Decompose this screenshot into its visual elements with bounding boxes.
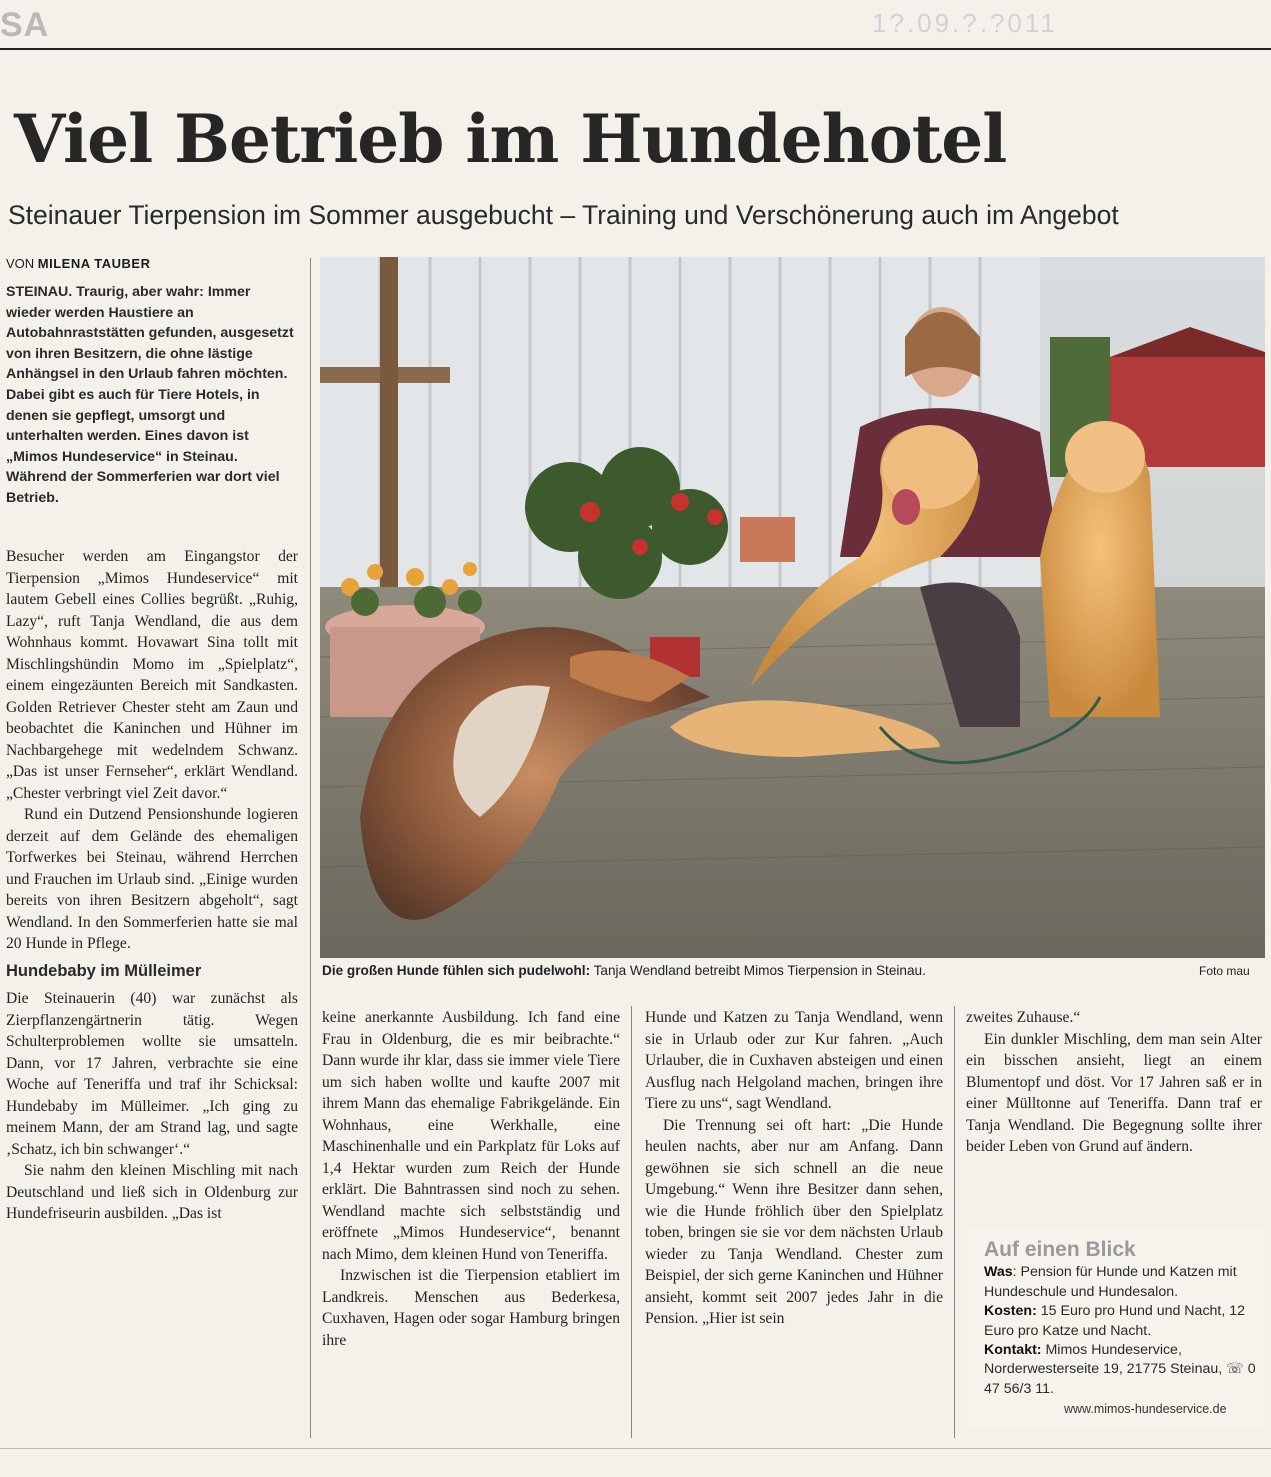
column-3 (645, 1007, 943, 1330)
column-divider (310, 258, 311, 1438)
paragraph: Hunde und Katzen zu Tanja Wendland, wenn sie in Urlaub oder zur Kur fahren. „Auch Urlauber, die in Cuxhaven absteigen und einen Ausflug nach Helgoland machen, bringen ihre Tiere zu uns“, sagt Wendland. (645, 1009, 943, 1112)
paragraph: Sie nahm den kleinen Mischling mit nach Deutschland und ließ sich in Oldenburg zur Hundefriseurin ausbilden. „Das ist (6, 1162, 298, 1222)
article-photo (320, 257, 1265, 958)
section-label: SA (0, 6, 50, 44)
bottom-rule (0, 1448, 1271, 1449)
info-was-text: : Pension für Hunde und Katzen mit Hundeschule und Hundesalon. (984, 1264, 1237, 1300)
info-was (984, 1263, 1260, 1302)
photo-caption (322, 963, 1262, 978)
photo-illustration (320, 257, 1265, 958)
info-box (962, 1230, 1264, 1426)
website-link[interactable]: www.mimos-hundeservice.de (1064, 1402, 1227, 1416)
top-rule (0, 48, 1271, 50)
info-kosten-text: 15 Euro pro Hund und Nacht, 12 Euro pro Katze und Nacht. (984, 1303, 1246, 1339)
caption-lead: Die großen Hunde fühlen sich pudelwohl: (322, 963, 591, 978)
byline-prefix: VON (6, 256, 35, 271)
info-kontakt-label: Kontakt: (984, 1342, 1042, 1359)
info-was-label: Was (984, 1264, 1013, 1281)
paragraph: Rund ein Dutzend Pensionshunde logieren derzeit auf dem Gelände des ehemaligen Torfwerkes bei Steinau, während Herrchen und Frauchen im Urlaub sind. „Einige wurden bereits von ihren Besitzern abgeholt“, sagt Wendland. In den Sommerferien hatte sie mal 20 Hunde in Pflege. (6, 806, 298, 952)
paragraph: zweites Zuhause.“ (966, 1009, 1081, 1026)
subheading: Hundebaby im Mülleimer (6, 961, 202, 980)
byline (6, 256, 150, 271)
paragraph: Besucher werden am Eingangstor der Tierpension „Mimos Hundeservice“ mit lautem Gebell eines Collies begrüßt. „Ruhig, Lazy“, ruft Tanja Wendland, die aus dem Wohnhaus kommt. Hovawart Sina tollt mit Mischlingshündin Momo im „Spielplatz“, einem eingezäunten Bereich mit Sandkasten. Golden Retriever Chester steht am Zaun und beobachtet die Kaninchen und Hühner im Nachbargehege mit wedelndem Schwanz. „Das ist unser Fernseher“, erklärt Wendland. „Chester verbringt viel Zeit davor.“ (6, 548, 298, 802)
subheadline: Steinauer Tierpension im Sommer ausgebucht – Training und Verschönerung auch im Angebot (8, 200, 1119, 230)
byline-author: MILENA TAUBER (37, 256, 151, 271)
lead-text: STEINAU. Traurig, aber wahr: Immer wieder werden Haustiere an Autobahnraststätten gefunden, ausgesetzt von ihren Besitzern, die ohne lästige Anhängsel in den Urlaub fahren möchten. Dabei gibt es auch für Tiere Hotels, in denen sie gepflegt, umsorgt und unterhalten werden. Eines davon ist „Mimos Hundeservice“ in Steinau. Während der Sommerferien war dort viel Betrieb. (6, 284, 294, 506)
column-2 (322, 1007, 620, 1351)
info-kontakt-text: Mimos Hundeservice, Norderwesterseite 19, 21775 Steinau, ☏ 0 47 56/3 11. (984, 1342, 1256, 1397)
info-kosten (984, 1302, 1260, 1341)
caption-text: Tanja Wendland betreibt Mimos Tierpension in Steinau. (590, 963, 926, 978)
paragraph: Die Trennung sei oft hart: „Die Hunde heulen nachts, aber nur am Anfang. Dann gewöhnen sie sich schnell an die neue Umgebung.“ Wenn ihre Besitzer dann sehen, wie die Hunde fröhlich über den Spielplatz toben, bringen sie sie vor dem nächsten Urlaub wieder zu Tanja Wendland. Chester zum Beispiel, der sich gerne Kaninchen und Hühner ansieht, kommt seit 2007 jedes Jahr in die Pension. „Hier ist sein (645, 1116, 943, 1327)
photo-credit: Foto mau (1199, 964, 1250, 978)
paragraph: Inzwischen ist die Tierpension etabliert im Landkreis. Menschen aus Bederkesa, Cuxhaven, Hagen oder sogar Hamburg bringen ihre (322, 1267, 620, 1349)
headline: Viel Betrieb im Hundehotel (14, 100, 1007, 178)
info-kontakt (984, 1341, 1260, 1399)
info-kosten-label: Kosten: (984, 1303, 1037, 1320)
info-box-title: Auf einen Blick (984, 1238, 1136, 1261)
column-divider (954, 1006, 955, 1438)
column-1 (6, 546, 298, 1225)
column-divider (631, 1006, 632, 1438)
paragraph: Ein dunkler Mischling, dem man sein Alter ein bisschen ansieht, liegt an einem Blumentopf und döst. Vor 17 Jahren saß er in einer Mülltonne auf Teneriffa. Dann traf er Tanja Wendland. Die Begegnung sollte ihrer beider Leben von Grund auf ändern. (966, 1030, 1262, 1155)
column-4 (966, 1007, 1262, 1158)
lead-paragraph (6, 282, 296, 509)
date-stamp: 1?.09.?.?011 (872, 8, 1058, 38)
paragraph: Die Steinauerin (40) war zunächst als Zierpflanzengärtnerin tätig. Wegen Schulterproblemen wollte sie umsatteln. Dann, vor 17 Jahren, verbrachte sie eine Woche auf Teneriffa und traf ihr Schicksal: Hundebaby im Mülleimer. „Ich ging zu meinem Mann, der am Strand lag, und sagte ‚Schatz, ich bin schwanger‘.“ (6, 990, 298, 1158)
paragraph: keine anerkannte Ausbildung. Ich fand eine Frau in Oldenburg, die es mir beibrachte.“ Dann wurde ihr klar, dass sie immer viele Tiere um sich haben wollte und kaufte 2007 mit ihrem Mann das ehemalige Fabrikgelände. Ein Wohnhaus, eine Werkhalle, eine Maschinenhalle und ein Parkplatz für Loks auf 1,4 Hektar wurden zum Reich der Hunde erklärt. Die Bahntrassen sind noch zu sehen. Wendland machte sich selbstständig und eröffnete „Mimos Hundeservice“, benannt nach Mimo, dem kleinen Hund von Teneriffa. (322, 1009, 620, 1263)
